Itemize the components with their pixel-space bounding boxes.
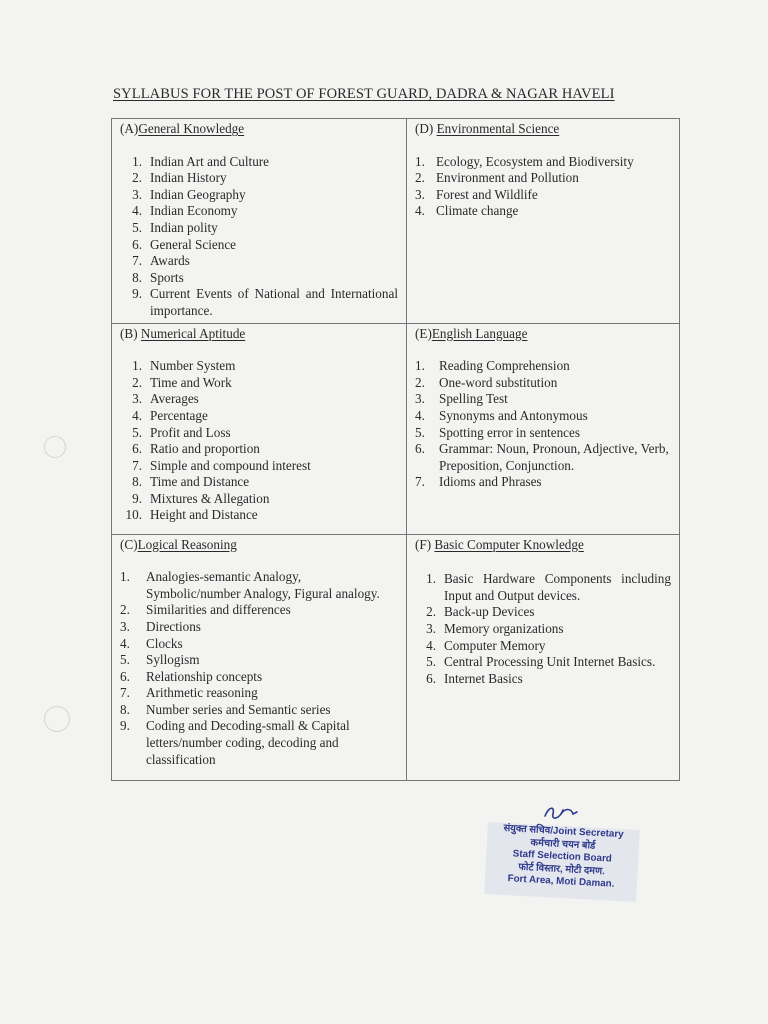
- list-item: [415, 571, 671, 604]
- item-text: Forest and Wildlife: [436, 186, 538, 202]
- item-number: 9.: [120, 718, 130, 734]
- item-list: [415, 571, 671, 687]
- item-number: 9.: [132, 490, 142, 506]
- item-text: Environment and Pollution: [436, 170, 579, 186]
- list-item: [120, 569, 398, 602]
- item-text: Central Processing Unit Internet Basics.: [444, 654, 656, 670]
- list-item: [124, 253, 398, 270]
- item-list: [120, 154, 398, 320]
- item-number: 4.: [120, 635, 130, 651]
- list-item: [415, 604, 671, 621]
- item-text: Profit and Loss: [150, 424, 231, 440]
- item-number: 1.: [132, 153, 142, 169]
- item-text: Number System: [150, 358, 236, 374]
- item-number: 5.: [426, 654, 436, 670]
- stamp-line: Fort Area, Moti Daman.: [507, 873, 615, 890]
- list-item: [415, 654, 671, 671]
- item-list: [120, 569, 398, 768]
- item-number: 4.: [426, 637, 436, 653]
- item-number: 2.: [426, 604, 436, 620]
- item-text: Number series and Semantic series: [146, 701, 331, 717]
- list-item: [415, 408, 671, 425]
- item-text: Spotting error in sentences: [439, 424, 580, 440]
- syllabus-table: [111, 118, 680, 781]
- item-number: 2.: [132, 374, 142, 390]
- item-number: 1.: [120, 569, 130, 585]
- item-number: 5.: [132, 219, 142, 235]
- item-text: Height and Distance: [150, 507, 258, 523]
- item-number: 8.: [132, 474, 142, 490]
- item-number: 7.: [415, 474, 425, 490]
- item-text: Internet Basics: [444, 670, 523, 686]
- item-list: [415, 358, 671, 491]
- item-number: 7.: [120, 685, 130, 701]
- list-item: [415, 425, 671, 442]
- item-text: Time and Distance: [150, 474, 250, 490]
- item-text: Ratio and proportion: [150, 441, 260, 457]
- stamp-line: संयुक्त सचिव/Joint Secretary: [503, 822, 624, 841]
- section-heading: (C)Logical Reasoning: [120, 536, 237, 552]
- list-item: [124, 408, 398, 425]
- item-number: 4.: [132, 407, 142, 423]
- item-number: 8.: [120, 701, 130, 717]
- item-text: One-word substitution: [439, 374, 558, 390]
- item-text: Clocks: [146, 635, 183, 651]
- item-text: Sports: [150, 269, 184, 285]
- list-item: [124, 237, 398, 254]
- list-item: [415, 391, 671, 408]
- table-row: [112, 119, 680, 324]
- list-item: [124, 425, 398, 442]
- item-text: Synonyms and Antonymous: [439, 407, 588, 423]
- item-text: Indian polity: [150, 219, 218, 235]
- item-number: 1.: [132, 358, 142, 374]
- list-item: [124, 170, 398, 187]
- table-row: [112, 323, 680, 534]
- list-item: [415, 187, 671, 204]
- list-item: [415, 441, 671, 474]
- list-item: [120, 702, 398, 719]
- list-item: [415, 474, 671, 491]
- item-number: 7.: [132, 253, 142, 269]
- item-text: Syllogism: [146, 652, 200, 668]
- section-numerical-aptitude: [112, 323, 407, 534]
- list-item: [124, 391, 398, 408]
- section-heading: (E)English Language: [415, 325, 528, 341]
- item-text: Coding and Decoding-small & Capital letters/number coding, decoding and classification: [146, 718, 350, 767]
- section-basic-computer-knowledge: [407, 534, 680, 780]
- list-item: [120, 636, 398, 653]
- list-item: [124, 458, 398, 475]
- item-text: Time and Work: [150, 374, 232, 390]
- official-stamp: [484, 822, 640, 902]
- list-item: [124, 220, 398, 237]
- list-item: [124, 474, 398, 491]
- item-text: Indian Art and Culture: [150, 153, 270, 169]
- table-row: [112, 534, 680, 780]
- punch-hole-top: [44, 436, 66, 458]
- item-text: Simple and compound interest: [150, 457, 311, 473]
- item-text: Relationship concepts: [146, 668, 263, 684]
- item-number: 3.: [415, 186, 425, 202]
- item-text: Similarities and differences: [146, 602, 291, 618]
- item-number: 2.: [120, 602, 130, 618]
- list-item: [415, 170, 671, 187]
- item-number: 2.: [415, 170, 425, 186]
- item-text: General Science: [150, 236, 237, 252]
- item-number: 5.: [120, 652, 130, 668]
- stamp-line: कर्मचारी चयन बोर्ड: [530, 836, 596, 852]
- item-text: Memory organizations: [444, 620, 564, 636]
- item-text: Current Events of National and International importance.: [150, 286, 398, 318]
- list-item: [124, 203, 398, 220]
- item-number: 5.: [132, 424, 142, 440]
- item-text: Basic Hardware Components including Input and Output devices.: [444, 571, 671, 603]
- item-text: Awards: [150, 253, 190, 269]
- item-text: Computer Memory: [444, 637, 546, 653]
- section-heading: (A)General Knowledge: [120, 121, 245, 136]
- list-item: [415, 638, 671, 655]
- item-number: 3.: [415, 391, 425, 407]
- item-number: 2.: [415, 374, 425, 390]
- item-text: Back-up Devices: [444, 604, 535, 620]
- item-list: [415, 154, 671, 220]
- item-text: Idioms and Phrases: [439, 474, 542, 490]
- list-item: [415, 358, 671, 375]
- page-title: SYLLABUS FOR THE POST OF FOREST GUARD, DADRA & NAGAR HAVELI: [113, 86, 615, 102]
- item-number: 1.: [415, 358, 425, 374]
- item-text: Directions: [146, 618, 201, 634]
- item-number: 7.: [132, 457, 142, 473]
- item-number: 4.: [415, 203, 425, 219]
- section-heading: (D) Environmental Science: [415, 121, 560, 136]
- item-number: 3.: [132, 186, 142, 202]
- list-item: [124, 375, 398, 392]
- item-text: Indian History: [150, 170, 227, 186]
- list-item: [120, 669, 398, 686]
- item-number: 6.: [132, 236, 142, 252]
- list-item: [124, 441, 398, 458]
- list-item: [415, 671, 671, 688]
- item-number: 9.: [132, 286, 142, 302]
- item-text: Arithmetic reasoning: [146, 685, 258, 701]
- item-text: Spelling Test: [439, 391, 508, 407]
- list-item: [120, 718, 398, 768]
- item-text: Grammar: Noun, Pronoun, Adjective, Verb, Preposition, Conjunction.: [439, 441, 669, 473]
- list-item: [415, 203, 671, 220]
- list-item: [415, 621, 671, 638]
- list-item: [124, 358, 398, 375]
- item-number: 4.: [415, 407, 425, 423]
- item-list: [120, 358, 398, 524]
- signature-mark: [541, 802, 581, 826]
- item-number: 1.: [426, 571, 436, 587]
- list-item: [120, 619, 398, 636]
- list-item: [124, 491, 398, 508]
- item-text: Percentage: [150, 407, 208, 423]
- item-text: Mixtures & Allegation: [150, 490, 270, 506]
- item-number: 6.: [426, 670, 436, 686]
- list-item: [415, 375, 671, 392]
- item-text: Indian Economy: [150, 203, 238, 219]
- list-item: [124, 507, 398, 524]
- item-number: 10.: [125, 507, 142, 523]
- section-logical-reasoning: [112, 534, 407, 780]
- item-text: Averages: [150, 391, 199, 407]
- section-english-language: [407, 323, 680, 534]
- section-heading: (F) Basic Computer Knowledge: [415, 536, 584, 552]
- list-item: [124, 154, 398, 171]
- stamp-line: Staff Selection Board: [512, 848, 613, 865]
- section-general-knowledge: [112, 119, 407, 324]
- list-item: [124, 286, 398, 319]
- item-text: Reading Comprehension: [439, 358, 570, 374]
- item-number: 3.: [132, 391, 142, 407]
- item-number: 6.: [120, 668, 130, 684]
- list-item: [120, 685, 398, 702]
- item-number: 2.: [132, 170, 142, 186]
- list-item: [124, 187, 398, 204]
- stamp-line: फोर्ट विस्तार, मोटी दमण.: [518, 861, 606, 877]
- item-number: 5.: [415, 424, 425, 440]
- list-item: [120, 652, 398, 669]
- item-number: 1.: [415, 153, 425, 169]
- item-number: 6.: [132, 441, 142, 457]
- item-number: 3.: [426, 620, 436, 636]
- list-item: [124, 270, 398, 287]
- item-number: 3.: [120, 618, 130, 634]
- list-item: [415, 154, 671, 171]
- list-item: [120, 602, 398, 619]
- item-number: 8.: [132, 269, 142, 285]
- item-text: Climate change: [436, 203, 519, 219]
- item-text: Indian Geography: [150, 186, 246, 202]
- item-number: 4.: [132, 203, 142, 219]
- item-text: Ecology, Ecosystem and Biodiversity: [436, 153, 634, 169]
- section-heading: (B) Numerical Aptitude: [120, 325, 246, 341]
- section-environmental-science: [407, 119, 680, 324]
- punch-hole-bottom: [44, 706, 70, 732]
- item-text: Analogies-semantic Analogy, Symbolic/number Analogy, Figural analogy.: [146, 569, 380, 601]
- item-number: 6.: [415, 441, 425, 457]
